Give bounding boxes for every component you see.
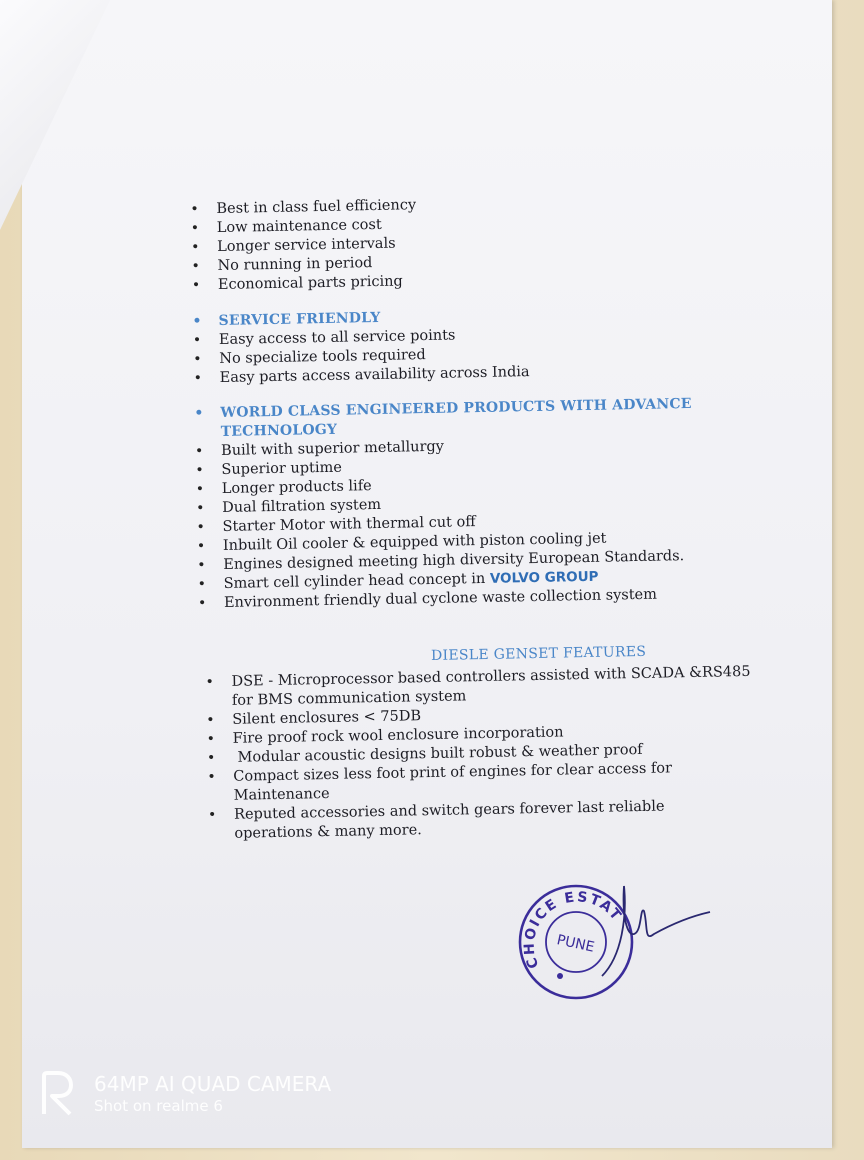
benefits-list (190, 196, 417, 295)
line: operations & many more. (234, 822, 422, 842)
watermark-subtitle: Shot on realme 6 (94, 1097, 223, 1115)
line: Maintenance (233, 785, 330, 804)
world-class-list (194, 395, 695, 614)
signature (602, 886, 710, 976)
section-heading-service-friendly: • SERVICE FRIENDLY (192, 306, 528, 331)
line: DSE - Microprocessor based controllers assisted with SCADA &RS485 (231, 663, 751, 690)
list-item: • Superior uptime (195, 452, 693, 481)
list-item: • Economical parts pricing (192, 272, 418, 295)
features-title: DIESLE GENSET FEATURES (430, 643, 647, 664)
list-item: • Best in class fuel efficiency (190, 196, 416, 219)
volvo-group-label: VOLVO GROUP (489, 568, 599, 587)
list-item-text: Smart cell cylinder head concept in (223, 570, 486, 592)
stamp-seal (512, 876, 632, 998)
genset-features-list (205, 663, 753, 844)
line: Fire proof rock wool enclosure incorporation (232, 724, 564, 747)
list-item: • Starter Motor with thermal cut off (196, 509, 694, 538)
stamp-center-text: PUNE (555, 932, 596, 956)
line: Modular acoustic designs built robust & weather proof (232, 741, 643, 766)
line: Reputed accessories and switch gears forever last reliable (233, 798, 665, 823)
realme-logo-icon (40, 1070, 76, 1116)
list-item: • Easy parts access availability across India (194, 363, 530, 388)
watermark-title: 64MP AI QUAD CAMERA (94, 1072, 332, 1096)
list-item: • Longer service intervals (191, 234, 417, 257)
svg-text:CHOICE ESTATES (512, 876, 628, 979)
line: Silent enclosures < 75DB (232, 708, 422, 728)
list-item: • Engines designed meeting high diversity European Standards. (197, 547, 695, 576)
service-friendly-list (192, 306, 529, 388)
heading-line-2: TECHNOLOGY (220, 421, 338, 440)
list-item: • Easy access to all service points (193, 325, 529, 350)
list-item: • Longer products life (196, 471, 694, 500)
list-item: • No specialize tools required (193, 344, 529, 369)
line: Compact sizes less foot print of engines for clear access for (233, 760, 673, 785)
list-item: • Built with superior metallurgy (195, 433, 693, 462)
list-item: • Inbuilt Oil cooler & equipped with piston cooling jet (197, 528, 695, 557)
list-item: • Low maintenance cost (191, 215, 417, 238)
list-item: • Environment friendly dual cyclone waste collection system (198, 585, 696, 614)
company-stamp (512, 876, 722, 1001)
line: for BMS communication system (231, 688, 467, 709)
stamp-ring-text: CHOICE ESTATES (521, 889, 626, 971)
heading-line-1: WORLD CLASS ENGINEERED PRODUCTS WITH ADVANCE (220, 395, 692, 421)
list-item: • No running in period (191, 253, 417, 276)
list-item: • Dual filtration system (196, 490, 694, 519)
